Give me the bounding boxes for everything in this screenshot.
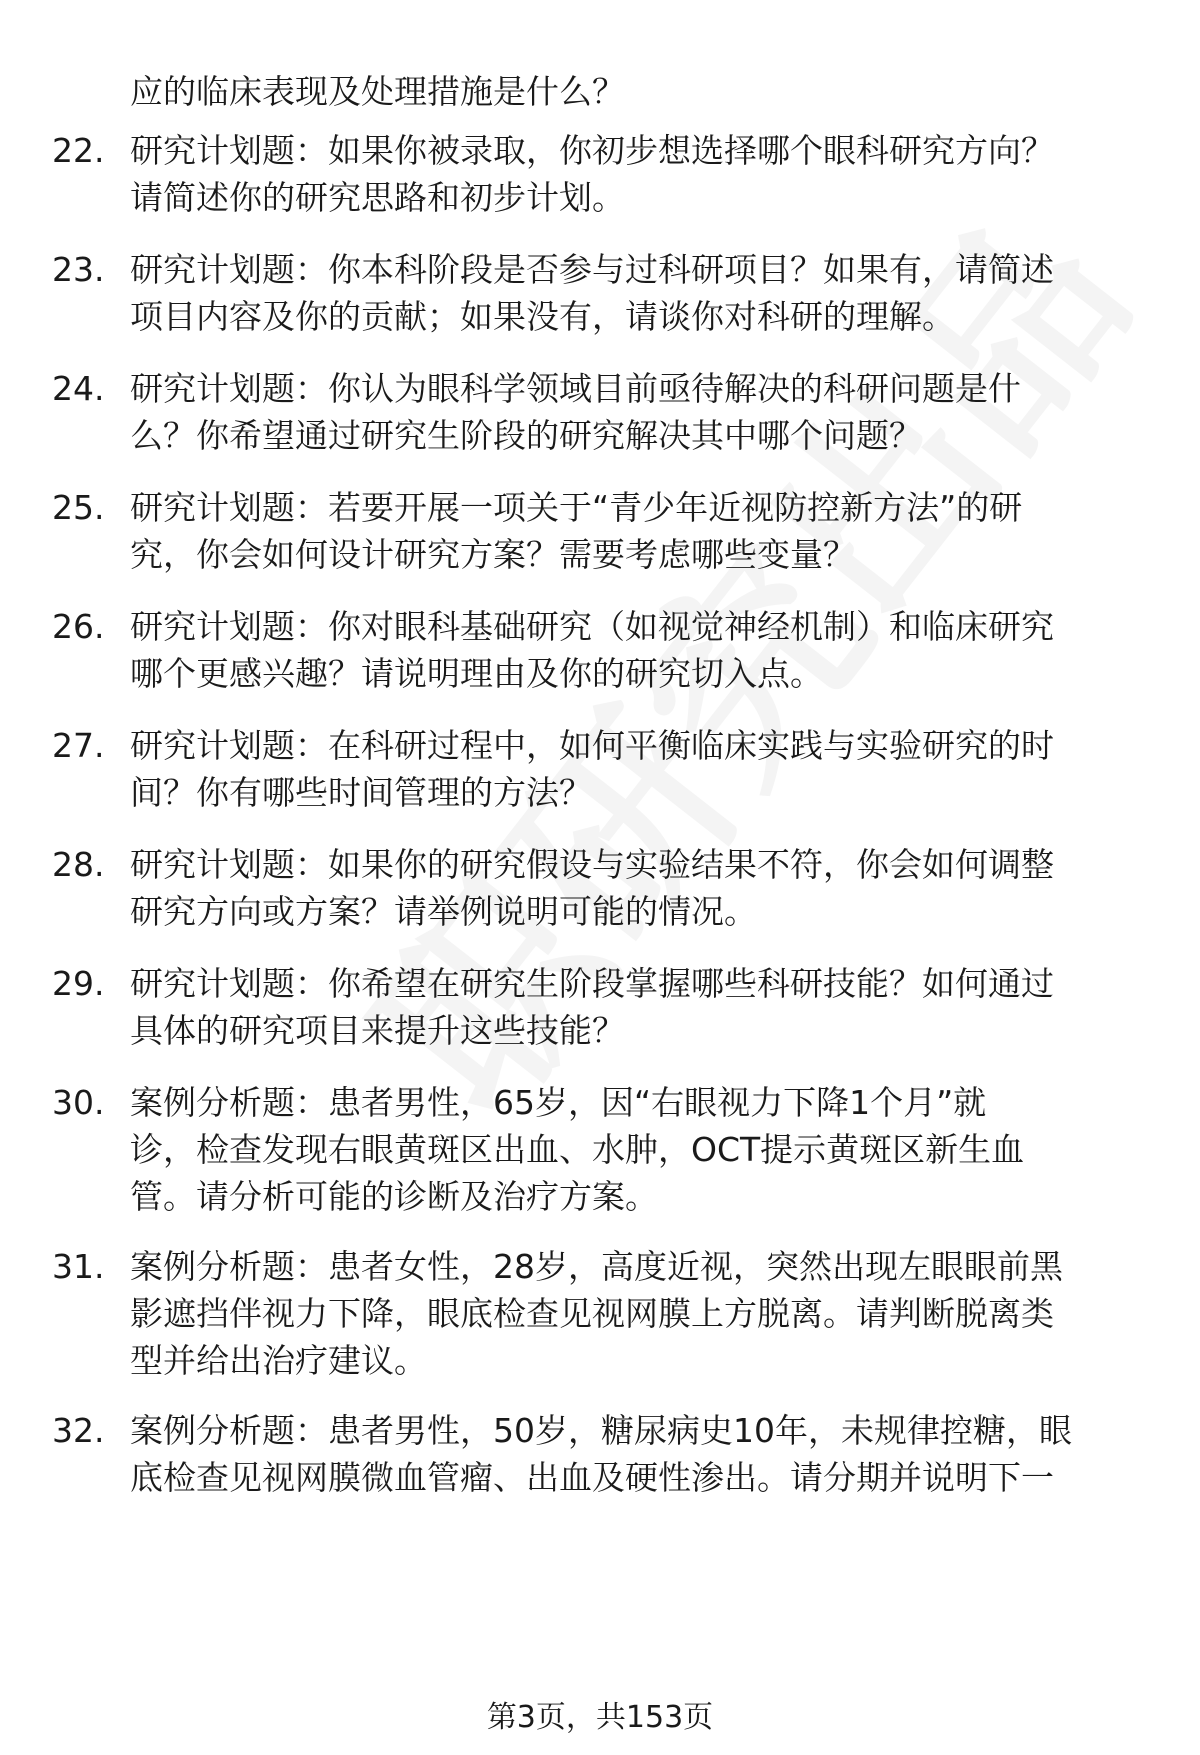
- question-text: [130, 246, 1054, 340]
- question-line: 管。请分析可能的诊断及治疗方案。: [130, 1177, 658, 1216]
- question-text: [130, 484, 1022, 578]
- question-text: [130, 722, 1054, 816]
- question-text: [130, 603, 1054, 697]
- question-line: 研究计划题：你对眼科基础研究（如视觉神经机制）和临床研究: [130, 607, 1054, 646]
- question-line: 研究计划题：你希望在研究生阶段掌握哪些科研技能？如何通过: [130, 964, 1054, 1003]
- question-line: 型并给出治疗建议。: [130, 1341, 427, 1380]
- page-footer: 第3页，共153页: [486, 1700, 714, 1735]
- question-text: [130, 127, 1054, 221]
- question-line: 研究计划题：如果你被录取，你初步想选择哪个眼科研究方向？: [130, 131, 1054, 170]
- question-number: 26.: [52, 607, 105, 646]
- question-line: 请简述你的研究思路和初步计划。: [130, 178, 625, 217]
- question-number: 32.: [52, 1411, 105, 1450]
- question-text: [130, 960, 1054, 1054]
- question-number: 29.: [52, 964, 105, 1003]
- question-line: 研究计划题：如果你的研究假设与实验结果不符，你会如何调整: [130, 845, 1054, 884]
- continued-line: 应的临床表现及处理措施是什么？: [130, 72, 625, 111]
- question-line: 哪个更感兴趣？请说明理由及你的研究切入点。: [130, 654, 823, 693]
- question-line: 影遮挡伴视力下降，眼底检查见视网膜上方脱离。请判断脱离类: [130, 1294, 1054, 1333]
- question-line: 间？你有哪些时间管理的方法？: [130, 773, 592, 812]
- question-text: [130, 365, 1021, 459]
- question-line: 研究计划题：你认为眼科学领域目前亟待解决的科研问题是什: [130, 369, 1021, 408]
- question-line: 案例分析题：患者男性，50岁，糖尿病史10年，未规律控糖，眼: [130, 1411, 1072, 1450]
- question-number: 28.: [52, 845, 105, 884]
- question-text: [130, 1079, 1024, 1220]
- question-number: 31.: [52, 1247, 105, 1286]
- question-number: 24.: [52, 369, 105, 408]
- question-line: 案例分析题：患者女性，28岁，高度近视，突然出现左眼眼前黑: [130, 1247, 1063, 1286]
- question-line: 底检查见视网膜微血管瘤、出血及硬性渗出。请分期并说明下一: [130, 1458, 1054, 1497]
- question-line: 研究计划题：在科研过程中，如何平衡临床实践与实验研究的时: [130, 726, 1054, 765]
- question-number: 30.: [52, 1083, 105, 1122]
- question-number: 27.: [52, 726, 105, 765]
- question-line: 项目内容及你的贡献；如果没有，请谈你对科研的理解。: [130, 297, 955, 336]
- question-text: [130, 1243, 1063, 1384]
- question-line: 研究方向或方案？请举例说明可能的情况。: [130, 892, 757, 931]
- question-line: 案例分析题：患者男性，65岁，因“右眼视力下降1个月”就: [130, 1083, 987, 1122]
- question-number: 25.: [52, 488, 105, 527]
- question-line: 具体的研究项目来提升这些技能？: [130, 1011, 625, 1050]
- question-line: 么？你希望通过研究生阶段的研究解决其中哪个问题？: [130, 416, 922, 455]
- question-number: 23.: [52, 250, 105, 289]
- question-line: 研究计划题：若要开展一项关于“青少年近视防控新方法”的研: [130, 488, 1023, 527]
- question-line: 诊，检查发现右眼黄斑区出血、水肿，OCT提示黄斑区新生血: [130, 1130, 1025, 1169]
- question-text: [130, 841, 1054, 935]
- question-line: 究，你会如何设计研究方案？需要考虑哪些变量？: [130, 535, 856, 574]
- question-text: [130, 1407, 1072, 1501]
- question-number: 22.: [52, 131, 105, 170]
- question-line: 研究计划题：你本科阶段是否参与过科研项目？如果有，请简述: [130, 250, 1054, 289]
